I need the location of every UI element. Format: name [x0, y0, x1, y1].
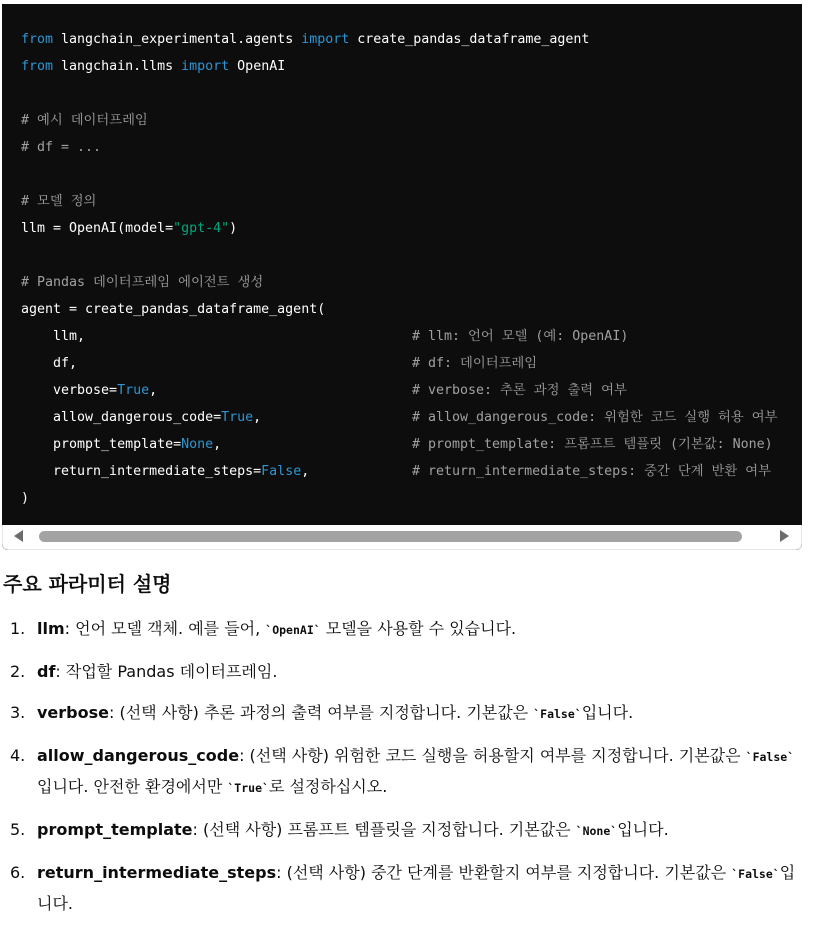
param-name: df: [37, 662, 56, 681]
inline-code: `None`: [575, 824, 618, 838]
list-item: 5. prompt_template: (선택 사항) 프롬프트 템플릿을 지정합니다. 기본값은 `None`입니다.: [10, 820, 669, 839]
code-line-import-2: from langchain.llms import OpenAI: [21, 59, 286, 74]
inline-code: `False`: [533, 707, 582, 721]
section-heading: 주요 파라미터 설명: [3, 572, 172, 596]
code-line-import-1: from langchain_experimental.agents import create_pandas_dataframe_agent: [21, 32, 590, 47]
code-block: [2, 4, 802, 550]
code-line-agent: agent = create_pandas_dataframe_agent(: [21, 302, 326, 317]
code-arg-line: allow_dangerous_code=True, # allow_dangerous_code: 위험한 코드 실행 허용 여부: [21, 410, 778, 425]
horizontal-scrollbar[interactable]: [2, 525, 802, 550]
param-name: return_intermediate_steps: [37, 863, 277, 882]
scroll-right-arrow-icon[interactable]: [780, 530, 789, 542]
list-item: 1. llm: 언어 모델 객체. 예를 들어, `OpenAI` 모델을 사용할 수 있습니다.: [10, 619, 517, 638]
code-arg-line: llm, # llm: 언어 모델 (예: OpenAI): [21, 329, 629, 344]
inline-code: `False`: [731, 867, 780, 881]
code-line-llm: llm = OpenAI(model="gpt-4"): [21, 221, 238, 236]
list-item: 4. allow_dangerous_code: (선택 사항) 위험한 코드 실행을 허용할지 여부를 지정합니다. 기본값은 `False`입니다. 안전한 환경에서만 `True`로 설정하십시오.: [10, 746, 795, 796]
code-comment-example-df: # 예시 데이터프레임: [21, 113, 148, 128]
code-arg-line: prompt_template=None, # prompt_template: 프롬프트 템플릿 (기본값: None): [21, 437, 773, 452]
scrollbar-thumb[interactable]: [39, 531, 742, 542]
parameter-list: [0, 614, 800, 930]
param-name: allow_dangerous_code: [37, 746, 240, 765]
scroll-left-arrow-icon[interactable]: [14, 530, 23, 542]
param-name: llm: [37, 619, 65, 638]
inline-code: `False`: [745, 750, 795, 764]
code-line-close: ): [21, 491, 30, 506]
param-name: prompt_template: [37, 820, 193, 839]
inline-code: `OpenAI`: [265, 623, 321, 637]
code-arg-line: df, # df: 데이터프레임: [21, 356, 538, 371]
code-comment-model: # 모델 정의: [21, 194, 97, 209]
list-item: 3. verbose: (선택 사항) 추론 과정의 출력 여부를 지정합니다. 기본값은 `False`입니다.: [10, 703, 634, 722]
inline-code: `True`: [227, 781, 269, 795]
code-comment-agent: # Pandas 데이터프레임 에이전트 생성: [21, 275, 264, 290]
code-arg-line: verbose=True, # verbose: 추론 과정 출력 여부: [21, 383, 627, 398]
list-item: 6. return_intermediate_steps: (선택 사항) 중간 단계를 반환할지 여부를 지정합니다. 기본값은 `False`입니다.: [10, 863, 796, 913]
list-item: 2. df: 작업할 Pandas 데이터프레임.: [10, 662, 278, 681]
param-name: verbose: [37, 703, 109, 722]
code-comment-df: # df = ...: [21, 140, 102, 155]
code-arg-line: return_intermediate_steps=False, # return_intermediate_steps: 중간 단계 반환 여부: [21, 464, 771, 479]
code-viewport: [2, 4, 802, 526]
